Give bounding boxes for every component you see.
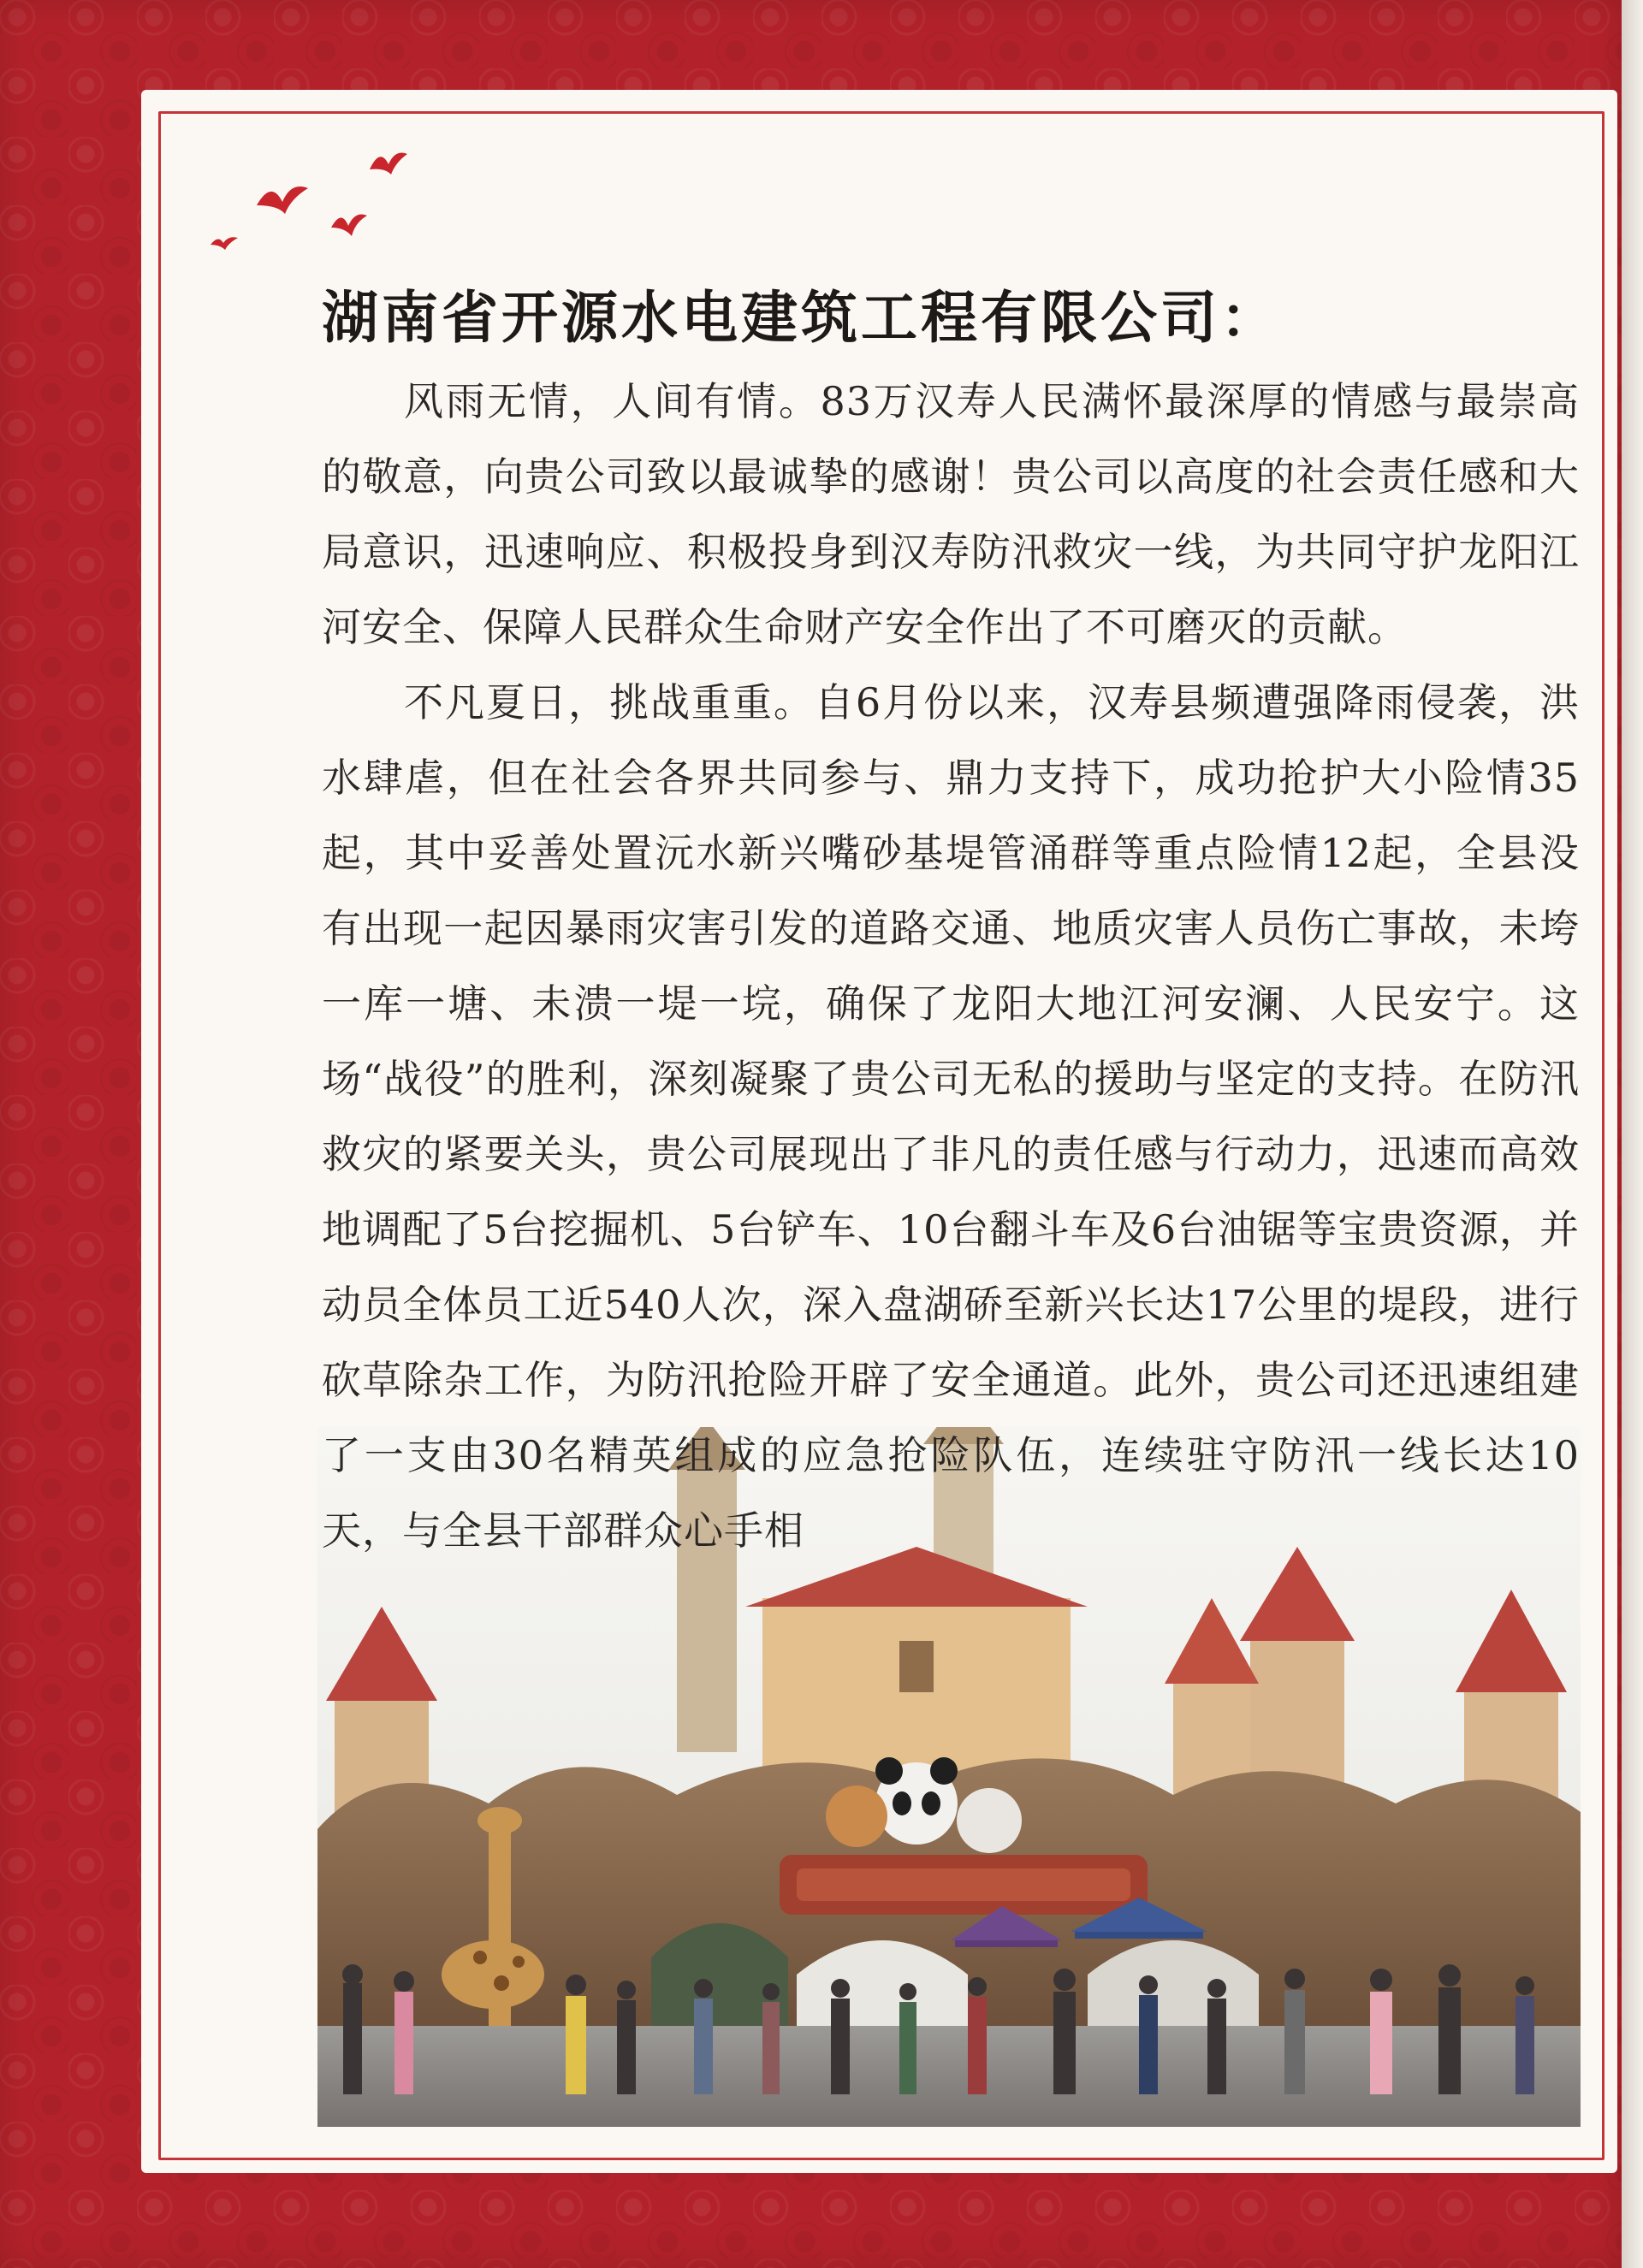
bird-icon — [252, 171, 312, 231]
bird-icon — [210, 233, 239, 252]
bird-icon — [368, 144, 409, 181]
bird-icon — [329, 204, 369, 243]
page-edge-shadow — [1622, 0, 1643, 2268]
letter-heading: 湖南省开源水电建筑工程有限公司： — [322, 284, 1280, 351]
letter-body — [322, 364, 1580, 1568]
paragraph: 不凡夏日，挑战重重。自6月份以来，汉寿县频遭强降雨侵袭，洪水肆虐，但在社会各界共同参与、鼎力支持下，成功抢护大小险情35起，其中妥善处置沅水新兴嘴砂基堤管涌群等重点险情12起，全县没有出现一起因暴雨灾害引发的道路交通、地质灾害人员伤亡事故，未垮一库一塘、未溃一堤一垸，确保了龙阳大地江河安澜、人民安宁。这场“战役”的胜利，深刻凝聚了贵公司无私的援助与坚定的支持。在防汛救灾的紧要关头，贵公司展现出了非凡的责任感与行动力，迅速而高效地调配了5台挖掘机、5台铲车、10台翻斗车及6台油锯等宝贵资源，并动员全体员工近540人次，深入盘湖硚至新兴长达17公里的堤段，进行砍草除杂工作，为防汛抢险开辟了安全通道。此外，贵公司还迅速组建了一支由30名精英组成的应急抢险队伍，连续驻守防汛一线长达10天，与全县干部群众心手相 — [322, 679, 1580, 1554]
paragraph: 风雨无情，人间有情。83万汉寿人民满怀最深厚的情感与最崇高的敬意，向贵公司致以最诚挚的感谢！贵公司以高度的社会责任感和大局意识，迅速响应、积极投身到汉寿防汛救灾一线，为共同守护龙阳江河安全、保障人民群众生命财产安全作出了不可磨灭的贡献。 — [322, 378, 1580, 650]
